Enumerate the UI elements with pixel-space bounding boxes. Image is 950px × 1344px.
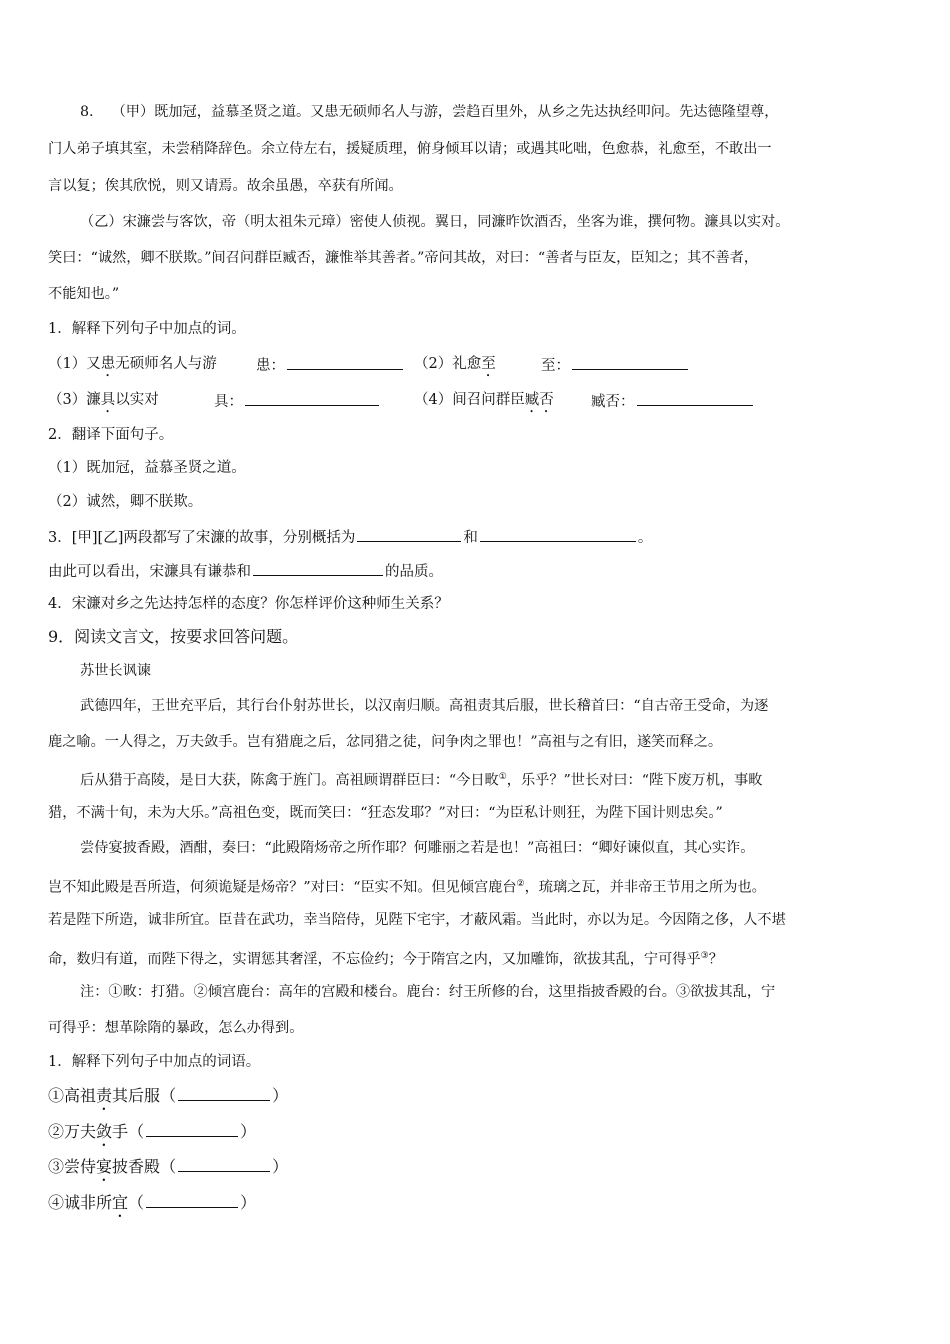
- q9-passage-line-2: 鹿之喻。一人得之，万夫敛手。岂有猎鹿之后，忿同猎之徒，问争肉之罪也！”高祖与之有旧，遂笑而释之。: [48, 734, 723, 750]
- q9-passage-line-6: 岂不知此殿是吾所造，何须诡疑是炀帝？”对曰：“臣实不知。但见倾宫鹿台②，琉璃之瓦，并非帝王节用之所为也。: [48, 879, 766, 896]
- q8-sub1-item-4-answer: 臧否：: [591, 390, 755, 412]
- q8-number: 8.: [80, 104, 94, 120]
- q8-answer-blank-3[interactable]: [245, 390, 379, 406]
- q8-sub3-blank-3[interactable]: [253, 560, 383, 576]
- q9-notes-line-2: 可得乎：想革除隋的暴政，怎么办得到。: [48, 1020, 304, 1036]
- q9-passage-line-7: 若是陛下所造，诚非所宜。臣昔在武功，幸当陪侍，见陛下宅宇，才蔽风霜。当此时，亦以为足。今因隋之侈，人不堪: [48, 912, 786, 928]
- q8-passage-jia-line-3: 言以复；俟其欣悦，则又请焉。故余虽愚，卒获有所闻。: [48, 178, 403, 194]
- q8-passage-yi-line-2: 笑曰：“诚然，卿不朕欺。”间召问群臣臧否，濂惟举其善者。”帝问其故，对曰：“善者与臣友，臣知之；其不善者，: [48, 250, 759, 266]
- q9-heading: 9．阅读文言文，按要求回答问题。: [48, 627, 299, 646]
- q8-answer-blank-2[interactable]: [572, 354, 688, 370]
- q9-passage-line-3: 后从猎于高陵，是日大获，陈禽于旌门。高祖顾谓群臣曰：“今日畋①，乐乎？”世长对曰：“陛下废万机，事畋: [80, 772, 763, 789]
- q9-passage-line-5: 尝侍宴披香殿，酒酣，奏曰：“此殿隋炀帝之所作耶？何雕丽之若是也！”高祖曰：“卿好谏似直，其心实诈。: [80, 840, 755, 856]
- q8-sub2-item-2: （2）诚然，卿不朕欺。: [48, 494, 203, 510]
- q8-sub1-item-4: （4）间召问群臣臧否: [414, 392, 554, 408]
- q9-sub1-item-2: ②万夫敛手（ ）: [48, 1122, 257, 1141]
- q8-sub1-title: 1．解释下列句子中加点的词。: [48, 321, 246, 337]
- q8-answer-blank-1[interactable]: [287, 354, 403, 370]
- q9-answer-blank-3[interactable]: [178, 1156, 270, 1172]
- q9-sub1-item-3: ③尝侍宴披香殿（ ）: [48, 1157, 289, 1176]
- q8-sub2-item-1: （1）既加冠，益慕圣贤之道。: [48, 460, 246, 476]
- q9-sub1-item-4: ④诚非所宜（ ）: [48, 1193, 257, 1212]
- q9-answer-blank-2[interactable]: [146, 1121, 238, 1137]
- q9-passage-line-8: 命，数归有道，而陛下得之，实谓惩其奢淫，不忘俭约；今于隋宫之内，又加雕饰，欲拔其乱，宁可得乎③？: [48, 951, 723, 968]
- q9-passage-title: 苏世长讽谏: [80, 663, 151, 679]
- q8-sub1-item-3: （3）濂具以实对: [48, 392, 159, 408]
- q8-sub1-item-1: （1）又患无硕师名人与游: [48, 356, 217, 372]
- q8-sub1-item-3-answer: 具：: [214, 390, 381, 412]
- q8-sub1-item-2-answer: 至：: [541, 354, 690, 376]
- q9-passage-line-4: 猎，不满十旬，未为大乐。”高祖色变，既而笑曰：“狂态发耶？”对曰：“为臣私计则狂，为陛下国计则忠矣。”: [48, 805, 723, 821]
- q9-answer-blank-4[interactable]: [146, 1192, 238, 1208]
- q8-sub3-blank-1[interactable]: [357, 526, 461, 542]
- note-mark-1: ①: [498, 772, 507, 782]
- q9-passage-line-1: 武德四年，王世充平后，其行台仆射苏世长，以汉南归顺。高祖责其后服，世长稽首曰：“自古帝王受命，为逐: [80, 698, 769, 714]
- q8-sub2-title: 2．翻译下面句子。: [48, 427, 174, 443]
- q8-sub1-item-1-answer: 患：: [256, 354, 405, 376]
- q8-passage-jia-line-2: 门人弟子填其室，未尝稍降辞色。余立侍左右，援疑质理，俯身倾耳以请；或遇其叱咄，色愈恭，礼愈至，不敢出一: [48, 141, 772, 157]
- q8-sub3-line-1: 3．[甲][乙]两段都写了宋濂的故事，分别概括为 和 。: [48, 526, 906, 548]
- q9-sub1-item-1: ①高祖责其后服（ ）: [48, 1086, 289, 1105]
- q9-notes-line-1: 注：①畋：打猎。②倾宫鹿台：高年的宫殿和楼台。鹿台：纣王所修的台，这里指披香殿的台。③欲拔其乱，宁: [80, 984, 776, 1000]
- q8-sub3-line-2: 由此可以看出，宋濂具有谦恭和 的品质。: [48, 560, 906, 582]
- q8-passage-yi-line-1: （乙）宋濂尝与客饮，帝（明太祖朱元璋）密使人侦视。翼日，同濂昨饮酒否，坐客为谁，撰何物。濂具以实对。: [80, 214, 790, 230]
- note-mark-2: ②: [516, 879, 525, 889]
- q8-passage-yi-line-3: 不能知也。”: [48, 286, 120, 302]
- q8-sub3-blank-2[interactable]: [480, 526, 636, 542]
- note-mark-3: ③: [700, 951, 709, 961]
- q8-jia-text-1: （甲）既加冠，益慕圣贤之道。又患无硕师名人与游，尝趋百里外，从乡之先达执经叩问。先达德隆望尊，: [111, 104, 779, 120]
- q8-sub1-item-2: （2）礼愈至: [414, 356, 496, 372]
- q9-sub1-title: 1．解释下列句子中加点的词语。: [48, 1054, 261, 1070]
- q8-answer-blank-4[interactable]: [637, 390, 753, 406]
- q8-passage-jia-line-1: [80, 102, 906, 122]
- q9-answer-blank-1[interactable]: [178, 1085, 270, 1101]
- q8-sub4: 4．宋濂对乡之先达持怎样的态度？你怎样评价这种师生关系？: [48, 596, 449, 612]
